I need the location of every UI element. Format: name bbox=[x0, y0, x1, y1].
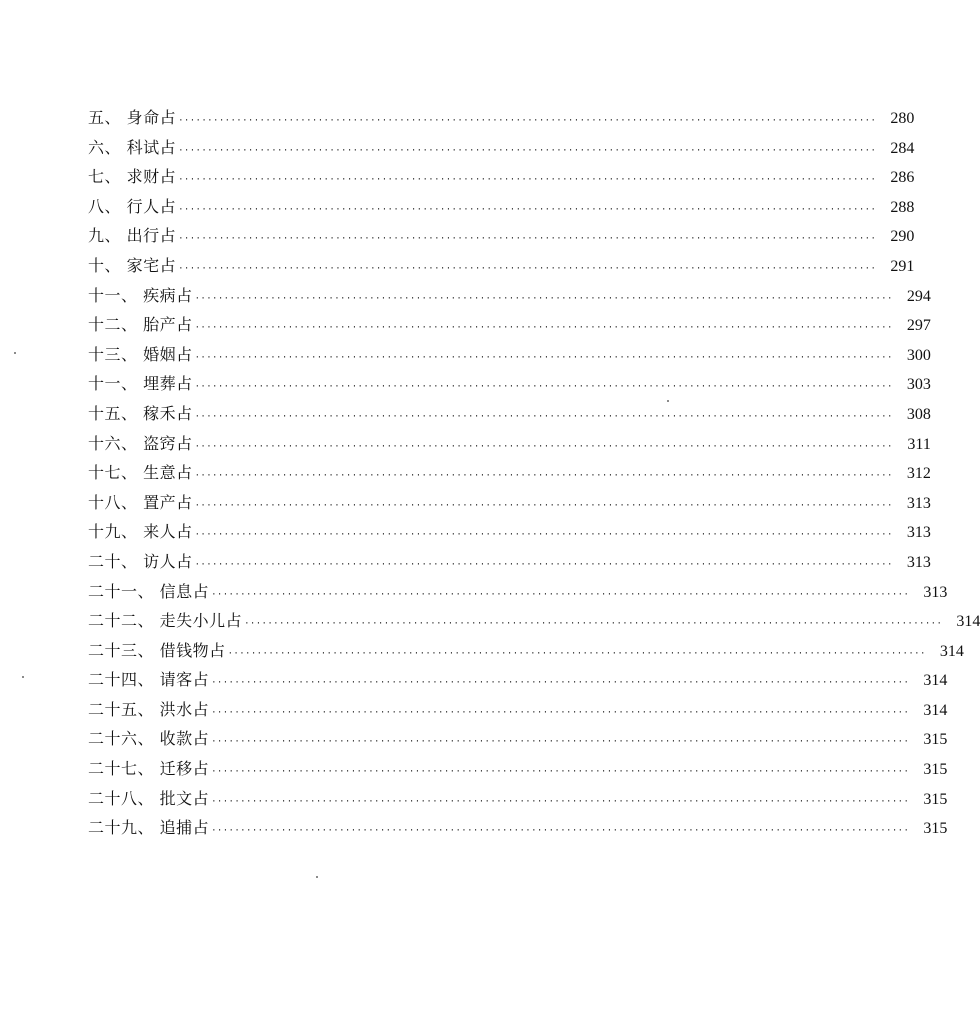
toc-entry bbox=[88, 695, 948, 725]
dot-leader: ························································································································ bbox=[178, 204, 877, 215]
entry-page-number: 311 bbox=[907, 435, 931, 453]
entry-page-number: 313 bbox=[923, 583, 948, 601]
entry-page-number: 294 bbox=[906, 287, 931, 305]
entry-label: 二十九、 追捕占 bbox=[88, 818, 210, 838]
dot-leader: ························································································································ bbox=[194, 382, 893, 393]
entry-page-number: 312 bbox=[906, 465, 931, 483]
dot-leader: ························································································································ bbox=[211, 737, 910, 748]
dot-leader: ························································································································ bbox=[244, 619, 943, 630]
toc-entry bbox=[88, 547, 931, 577]
toc-entry bbox=[88, 103, 915, 133]
toc-entry bbox=[88, 517, 931, 547]
dot-leader: ························································································································ bbox=[194, 293, 893, 304]
toc-entry bbox=[88, 251, 915, 281]
toc-entry bbox=[88, 488, 931, 518]
entry-label: 九、 出行占 bbox=[88, 226, 177, 246]
entry-page-number: 313 bbox=[906, 524, 931, 542]
entry-page-number: 300 bbox=[906, 346, 931, 364]
dot-leader: ························································································································ bbox=[194, 530, 893, 541]
toc-entry bbox=[88, 458, 931, 488]
dot-leader: ························································································································ bbox=[194, 500, 893, 511]
entry-page-number: 314 bbox=[939, 642, 964, 660]
dot-leader: ························································································································ bbox=[227, 648, 926, 659]
scan-speck bbox=[22, 676, 24, 678]
entry-label: 五、 身命占 bbox=[88, 108, 177, 127]
dot-leader: ························································································································ bbox=[194, 559, 893, 570]
entry-label: 十八、 置产占 bbox=[88, 492, 193, 512]
entry-label: 十一、 埋葬占 bbox=[88, 374, 193, 394]
dot-leader: ························································································································ bbox=[211, 678, 910, 689]
dot-leader: ························································································································ bbox=[211, 589, 910, 600]
toc-entry bbox=[88, 281, 931, 311]
dot-leader: ························································································································ bbox=[178, 116, 877, 126]
dot-leader: ························································································································ bbox=[211, 796, 910, 807]
entry-page-number: 303 bbox=[906, 376, 931, 394]
toc-entry bbox=[88, 221, 915, 251]
entry-page-number: 280 bbox=[890, 110, 915, 127]
dot-leader: ························································································································ bbox=[194, 352, 893, 363]
toc-entry bbox=[88, 754, 948, 784]
entry-label: 八、 行人占 bbox=[88, 196, 177, 216]
entry-page-number: 313 bbox=[906, 494, 931, 512]
toc-entry bbox=[88, 724, 948, 754]
table-of-contents bbox=[88, 103, 980, 843]
entry-label: 二十八、 批文占 bbox=[88, 788, 210, 808]
entry-label: 十、 家宅占 bbox=[88, 255, 177, 275]
entry-page-number: 314 bbox=[923, 672, 948, 690]
entry-label: 二十四、 请客占 bbox=[88, 670, 210, 690]
entry-label: 二十七、 迁移占 bbox=[88, 759, 210, 779]
entry-page-number: 284 bbox=[890, 139, 915, 157]
toc-entry bbox=[88, 577, 948, 607]
toc-entry bbox=[88, 636, 964, 666]
entry-label: 二十一、 信息占 bbox=[88, 581, 210, 601]
dot-leader: ························································································································ bbox=[211, 707, 910, 718]
entry-label: 二十六、 收款占 bbox=[88, 729, 210, 749]
toc-entry bbox=[88, 399, 931, 429]
dot-leader: ························································································································ bbox=[194, 471, 893, 482]
entry-page-number: 286 bbox=[890, 169, 915, 187]
scan-speck bbox=[316, 876, 318, 878]
toc-entry bbox=[88, 133, 915, 163]
entry-page-number: 315 bbox=[923, 761, 948, 779]
entry-label: 七、 求财占 bbox=[88, 167, 177, 187]
toc-entry bbox=[88, 310, 931, 340]
entry-page-number: 315 bbox=[923, 790, 948, 808]
entry-page-number: 297 bbox=[906, 317, 931, 335]
entry-label: 二十、 访人占 bbox=[88, 551, 193, 571]
entry-page-number: 315 bbox=[923, 731, 948, 749]
entry-label: 二十二、 走失小儿占 bbox=[88, 611, 243, 631]
dot-leader: ························································································································ bbox=[194, 323, 893, 334]
dot-leader: ························································································································ bbox=[178, 263, 877, 274]
scan-speck bbox=[14, 352, 16, 354]
dot-leader: ························································································································ bbox=[211, 826, 910, 837]
toc-entry bbox=[88, 162, 915, 192]
scan-speck bbox=[667, 400, 669, 402]
dot-leader: ························································································································ bbox=[178, 145, 877, 156]
toc-entry bbox=[88, 665, 948, 695]
entry-label: 二十五、 洪水占 bbox=[88, 699, 210, 719]
toc-entry bbox=[88, 340, 931, 370]
toc-entry bbox=[88, 606, 980, 636]
toc-entry bbox=[88, 369, 931, 399]
entry-page-number: 308 bbox=[906, 405, 931, 423]
toc-entry bbox=[88, 192, 915, 222]
entry-label: 十六、 盗窍占 bbox=[88, 433, 193, 453]
entry-page-number: 315 bbox=[923, 820, 948, 838]
entry-page-number: 314 bbox=[956, 613, 980, 631]
entry-label: 十三、 婚姻占 bbox=[88, 344, 193, 364]
dot-leader: ························································································································ bbox=[178, 175, 877, 186]
entry-label: 十七、 生意占 bbox=[88, 463, 193, 483]
entry-page-number: 314 bbox=[923, 701, 948, 719]
entry-label: 十九、 来人占 bbox=[88, 522, 193, 542]
toc-entry bbox=[88, 813, 948, 843]
entry-page-number: 288 bbox=[890, 198, 915, 216]
entry-page-number: 291 bbox=[890, 257, 915, 275]
entry-label: 六、 科试占 bbox=[88, 137, 177, 157]
entry-page-number: 313 bbox=[906, 553, 931, 571]
dot-leader: ························································································································ bbox=[194, 441, 893, 452]
entry-label: 二十三、 借钱物占 bbox=[88, 640, 226, 660]
dot-leader: ························································································································ bbox=[178, 234, 877, 245]
entry-label: 十五、 稼禾占 bbox=[88, 403, 193, 423]
toc-entry bbox=[88, 784, 948, 814]
dot-leader: ························································································································ bbox=[194, 411, 893, 422]
entry-label: 十二、 胎产占 bbox=[88, 315, 193, 335]
dot-leader: ························································································································ bbox=[211, 767, 910, 778]
toc-entry bbox=[88, 429, 931, 459]
entry-label: 十一、 疾病占 bbox=[88, 285, 193, 305]
entry-page-number: 290 bbox=[890, 228, 915, 246]
